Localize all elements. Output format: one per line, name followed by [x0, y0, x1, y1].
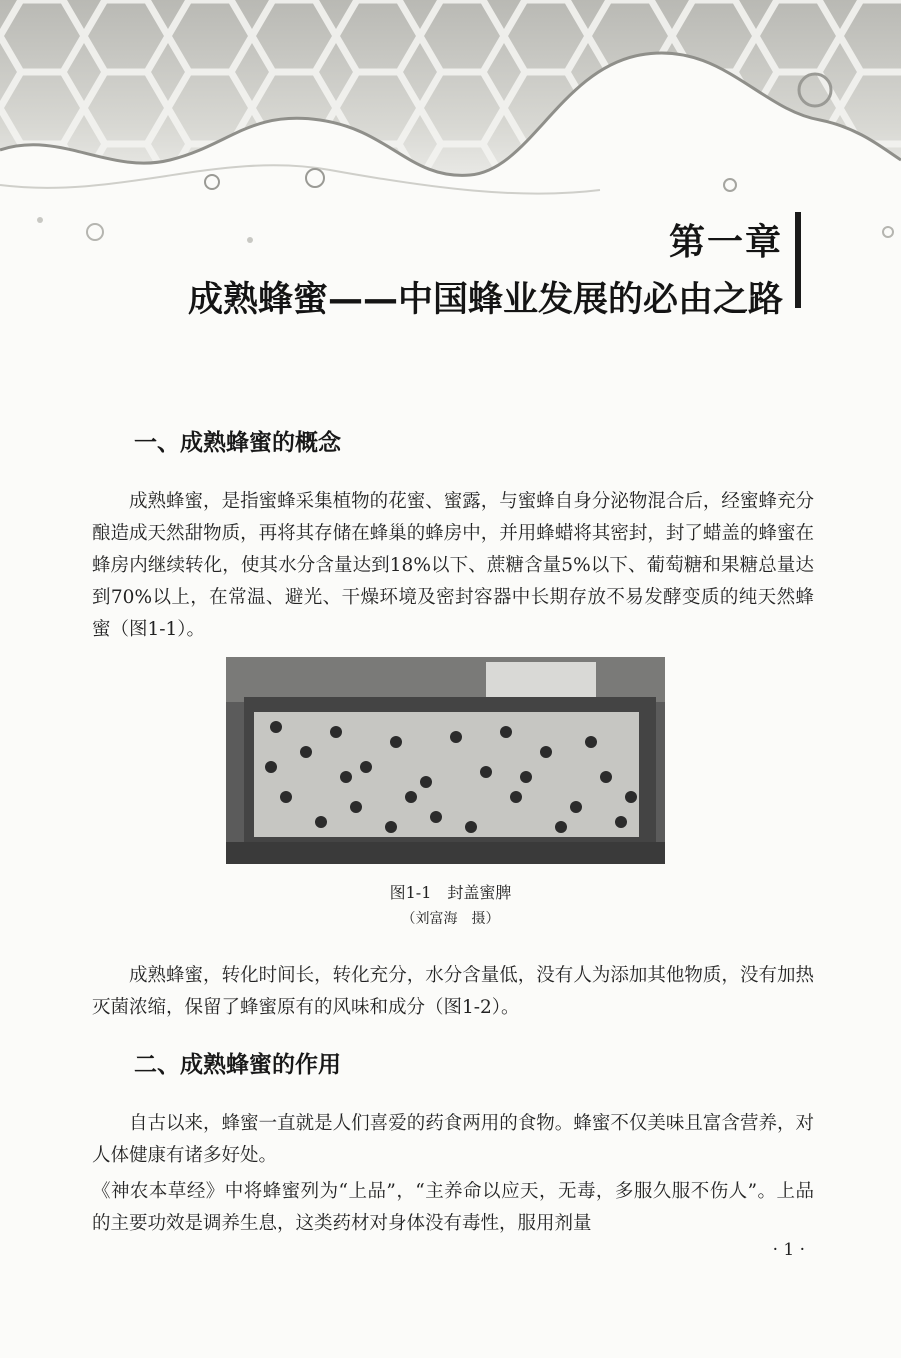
page-number: · 1 ·: [772, 1240, 805, 1260]
section-heading-effects: 二、成熟蜂蜜的作用: [134, 1052, 341, 1078]
figure-caption: 图1-1 封盖蜜脾: [389, 883, 512, 902]
figure-photo-credit: （刘富海 摄）: [401, 911, 500, 927]
chapter-title-rule: [795, 212, 801, 308]
paragraph-effects-shennong: 《神农本草经》中将蜂蜜列为“上品”，“主养命以应天，无毒，多服久服不伤人”。上品的主要功效是调养生息，这类药材对身体没有毒性，服用剂量: [92, 1181, 814, 1234]
paragraph-concept-definition: 成熟蜂蜜，是指蜜蜂采集植物的花蜜、蜜露，与蜜蜂自身分泌物混合后，经蜜蜂充分酿造成天然甜物质，再将其存储在蜂巢的蜂房中，并用蜂蜡将其密封，封了蜡盖的蜂蜜在蜂房内继续转化，使其水分含量达到18%以下、蔗糖含量5%以下、葡萄糖和果糖总量达到70%以上，在常温、避光、干燥环境及密封容器中长期存放不易发酵变质的纯天然蜂蜜（图1-1）。: [92, 491, 814, 640]
chapter-label: 第一章: [668, 222, 783, 263]
capped-honeycomb-photo: [226, 657, 665, 864]
section-heading-concept: 一、成熟蜂蜜的概念: [134, 430, 341, 456]
chapter-title: 成熟蜂蜜——中国蜂业发展的必由之路: [187, 280, 783, 320]
paragraph-effects-intro: 自古以来，蜂蜜一直就是人们喜爱的药食两用的食物。蜂蜜不仅美味且富含营养，对人体健康有诸多好处。: [92, 1113, 814, 1166]
paragraph-concept-summary: 成熟蜂蜜，转化时间长，转化充分，水分含量低，没有人为添加其他物质，没有加热灭菌浓缩，保留了蜂蜜原有的风味和成分（图1-2）。: [92, 965, 814, 1018]
